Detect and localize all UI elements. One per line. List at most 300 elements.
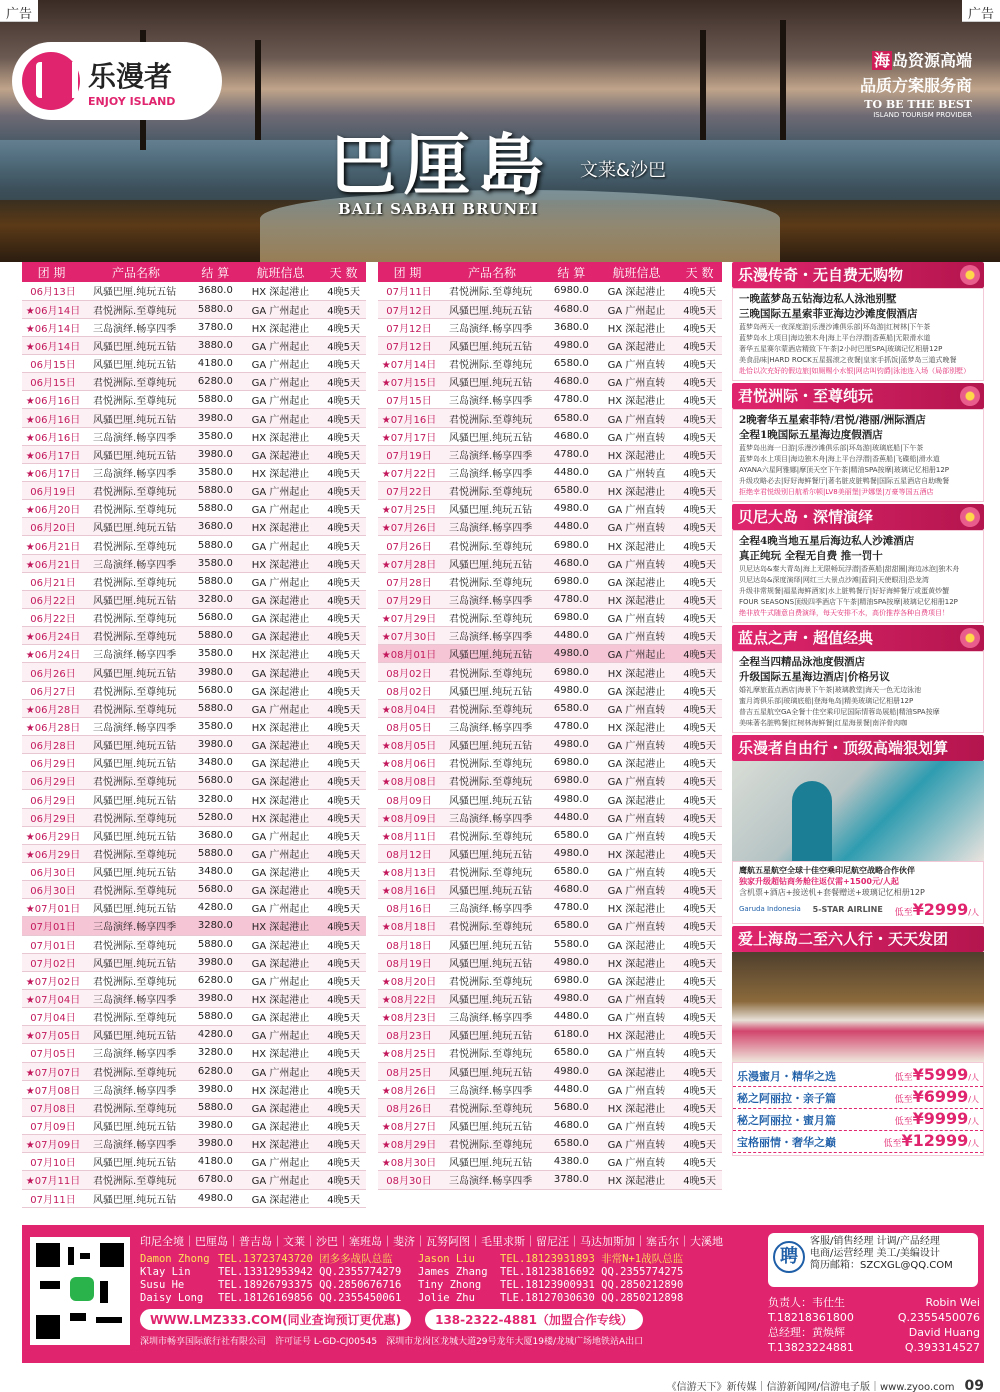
product-name: 风骚巴厘.纯玩五钻 <box>81 1026 191 1044</box>
flight-info: HX 深起港止 <box>596 445 677 463</box>
qr-code[interactable] <box>30 1237 130 1345</box>
detail-line: 美味著名脏鸭餐|红树林海鲜餐|红星海景餐|南洋骨肉咖 <box>739 719 908 727</box>
duration: 4晚5天 <box>677 699 722 717</box>
settlement-price: 4980.0 <box>547 645 596 663</box>
settlement-price: 4980.0 <box>547 336 596 354</box>
departure-date: 08月26日 <box>378 1098 437 1116</box>
departure-date: 06月29日 <box>22 790 81 808</box>
table-row <box>22 536 366 554</box>
table-row <box>378 645 722 663</box>
flight-info: HX 深起港止 <box>240 463 321 481</box>
table-row <box>22 391 366 409</box>
product-name: 君悦洲际.至尊纯玩 <box>437 355 547 373</box>
section-body <box>732 861 984 924</box>
manager-title: 负责人：韦仕生 <box>768 1296 845 1309</box>
col-date: 团 期 <box>378 262 437 282</box>
table-row <box>22 1062 366 1080</box>
product-name: 三岛演绎.畅享四季 <box>437 1171 547 1189</box>
settlement-price: 5880.0 <box>191 500 240 518</box>
hero-title: 巴厘島 <box>330 126 552 204</box>
price-prefix: 低至 <box>883 1139 902 1149</box>
product-name: 君悦洲际.至尊纯玩 <box>81 772 191 790</box>
recruitment-box <box>768 1233 978 1287</box>
settlement-price: 6580.0 <box>547 355 596 373</box>
flight-info: GA 深起港止 <box>240 681 321 699</box>
product-name: 风骚巴厘.纯玩五钻 <box>437 1026 547 1044</box>
product-name: 君悦洲际.至尊纯玩 <box>81 536 191 554</box>
website-link[interactable]: WWW.LMZ333.COM(同业查询预订更优惠) <box>140 1309 411 1330</box>
table-row <box>22 373 366 391</box>
departure-date: ★08月05日 <box>378 736 437 754</box>
destinations-list: 印尼全境｜巴厘岛｜普吉岛｜文莱｜沙巴｜塞班岛｜斐济｜瓦努阿图｜毛里求斯｜留尼汪｜马达加斯加｜塞舌尔｜大溪地 <box>140 1235 723 1248</box>
table-row <box>22 917 366 935</box>
duration: 4晚5天 <box>677 554 722 572</box>
detail-line: AYANA六星阿雅娜|摩顶天空下午茶|精油SPA按摩|玻璃记忆相册12P <box>739 466 949 474</box>
flight-info: GA 深起港止 <box>240 609 321 627</box>
flight-info: GA 广州起止 <box>240 699 321 717</box>
settlement-price: 5880.0 <box>191 300 240 318</box>
flight-info: GA 广州起止 <box>240 391 321 409</box>
settlement-price: 4380.0 <box>547 1153 596 1171</box>
departure-date: ★06月14日 <box>22 336 81 354</box>
departure-date: 06月20日 <box>22 518 81 536</box>
settlement-price: 3580.0 <box>191 717 240 735</box>
settlement-price: 4180.0 <box>191 1153 240 1171</box>
section-title <box>732 625 984 651</box>
company-name: 深圳市畅享国际旅行社有限公司 <box>140 1337 267 1347</box>
departure-date: ★06月17日 <box>22 445 81 463</box>
product-name: 君悦洲际.至尊纯玩 <box>437 863 547 881</box>
slogan-line2: 品质方案服务商 <box>859 76 972 95</box>
flight-info: GA 深起港止 <box>240 881 321 899</box>
table-row <box>378 336 722 354</box>
product-name: 君悦洲际.至尊纯玩 <box>437 826 547 844</box>
table-row <box>22 1116 366 1134</box>
table-row <box>378 355 722 373</box>
flight-info: GA 深起港止 <box>596 790 677 808</box>
table-row <box>22 681 366 699</box>
table-row <box>378 663 722 681</box>
flight-info: GA 广州直转 <box>596 989 677 1007</box>
product-name: 风骚巴厘.纯玩五钻 <box>437 645 547 663</box>
product-name: 君悦洲际.至尊纯玩 <box>81 482 191 500</box>
product-name: 君悦洲际.至尊纯玩 <box>81 1062 191 1080</box>
duration: 4晚5天 <box>677 482 722 500</box>
settlement-price: 6580.0 <box>547 863 596 881</box>
hibiscus-icon <box>960 386 980 406</box>
flight-info: HX 深起港止 <box>596 953 677 971</box>
table-row <box>378 1098 722 1116</box>
table-row <box>22 1098 366 1116</box>
settlement-price: 3980.0 <box>191 409 240 427</box>
duration: 4晚5天 <box>321 482 366 500</box>
note-line: 拒绝幸君悦级别日航希尔顿|LV8美丽堡|尹娜堡|万豪等国五酒店 <box>739 488 934 496</box>
flight-info: GA 深起港止 <box>240 1189 321 1207</box>
duration: 4晚5天 <box>321 609 366 627</box>
schedule-table-left <box>22 262 366 1208</box>
departure-date: 06月22日 <box>22 609 81 627</box>
company-address: 深圳市龙岗区龙城大道29号龙年大厦19楼/龙城广场地铁站A出口 <box>386 1337 644 1347</box>
table-row <box>378 518 722 536</box>
duration: 4晚5天 <box>677 1135 722 1153</box>
flight-info: HX 深起港止 <box>596 318 677 336</box>
feature-line: 全程4晚当地五星后海边私人沙滩酒店 <box>739 535 915 547</box>
product-name: 君悦洲际.至尊纯玩 <box>437 409 547 427</box>
departure-date: ★08月04日 <box>378 699 437 717</box>
product-name: 君悦洲际.至尊纯玩 <box>437 1044 547 1062</box>
table-row <box>22 935 366 953</box>
license-number: 许可证号 L-GD-CJ00545 <box>275 1337 378 1347</box>
flight-info: GA 深起港止 <box>240 1008 321 1026</box>
table-row <box>22 445 366 463</box>
table-row <box>22 463 366 481</box>
price-value: ¥9999 <box>912 1109 969 1128</box>
qr-finder <box>36 1315 60 1339</box>
manager-name-en: David Huang <box>908 1326 980 1339</box>
duration: 4晚5天 <box>321 699 366 717</box>
flight-info: GA 广州直转 <box>596 863 677 881</box>
price-prefix: 低至 <box>894 1073 913 1083</box>
flight-info: GA 广州直转 <box>596 1116 677 1134</box>
departure-date: ★07月16日 <box>378 409 437 427</box>
duration: 4晚5天 <box>321 463 366 481</box>
price-row <box>733 1109 983 1131</box>
section-title <box>732 383 984 409</box>
price-row <box>733 1131 983 1153</box>
duration: 4晚5天 <box>677 1153 722 1171</box>
duration: 4晚5天 <box>321 1008 366 1026</box>
flight-info: HX 深起港止 <box>240 318 321 336</box>
duration: 4晚5天 <box>677 663 722 681</box>
table-row <box>378 572 722 590</box>
flight-info: HX 深起港止 <box>240 518 321 536</box>
table-row <box>22 1153 366 1171</box>
product-name: 风骚巴厘.纯玩五钻 <box>437 1062 547 1080</box>
hotline-link[interactable]: 138-2322-4881（加盟合作专线） <box>425 1309 643 1330</box>
table-row <box>22 1135 366 1153</box>
settlement-price: 4780.0 <box>547 717 596 735</box>
departure-date: 07月26日 <box>378 536 437 554</box>
product-name: 君悦洲际.至尊纯玩 <box>81 971 191 989</box>
table-row <box>378 409 722 427</box>
table-row <box>378 826 722 844</box>
departure-date: ★07月02日 <box>22 971 81 989</box>
product-name: 三岛演绎.畅享四季 <box>81 989 191 1007</box>
table-row <box>22 953 366 971</box>
product-name: 三岛演绎.畅享四季 <box>81 427 191 445</box>
duration: 4晚5天 <box>677 590 722 608</box>
detail-line: FOUR SEASONS顶级四季酒店下午茶|精油SPA按摩|玻璃记忆相册12P <box>739 598 958 606</box>
departure-date: 06月15日 <box>22 373 81 391</box>
hero-title-en: BALI SABAH BRUNEI <box>338 200 539 218</box>
product-name: 风骚巴厘.纯玩五钻 <box>437 844 547 862</box>
table-row <box>22 500 366 518</box>
product-name: 君悦洲际.至尊纯玩 <box>81 808 191 826</box>
table-row <box>22 1008 366 1026</box>
duration: 4晚5天 <box>321 863 366 881</box>
product-name: 君悦洲际.至尊纯玩 <box>81 681 191 699</box>
table-row <box>378 482 722 500</box>
departure-date: 06月27日 <box>22 681 81 699</box>
flight-info: GA 深起港止 <box>596 282 677 300</box>
flight-info: GA 广州起止 <box>596 645 677 663</box>
departure-date: ★07月30日 <box>378 627 437 645</box>
flight-info: GA 广州起止 <box>240 971 321 989</box>
settlement-price: 3980.0 <box>191 1116 240 1134</box>
feature-line: 三晚国际五星索菲亚海边沙滩度假酒店 <box>739 308 918 320</box>
contact-info: TEL.18926793375 QQ.2850676716 <box>218 1279 402 1291</box>
departure-date: ★07月17日 <box>378 427 437 445</box>
price-prefix: 低至 <box>894 1095 913 1105</box>
flight-info: GA 广州直转 <box>596 609 677 627</box>
product-name: 风骚巴厘.纯玩五钻 <box>437 881 547 899</box>
price-unit: /人 <box>968 1117 979 1126</box>
flight-info: HX 深起港止 <box>240 989 321 1007</box>
flight-info: HX 深起港止 <box>596 590 677 608</box>
departure-date: ★06月28日 <box>22 699 81 717</box>
feature-line: 全程1晚国际五星海边度假酒店 <box>739 429 883 441</box>
flight-info: GA 广州起止 <box>240 572 321 590</box>
qr-module <box>80 1253 90 1259</box>
recruit-line: 客服/销售经理 计调/产品经理 <box>810 1236 940 1247</box>
qr-module <box>96 1317 122 1323</box>
flight-info: GA 深起港止 <box>596 935 677 953</box>
table-row <box>378 445 722 463</box>
contact-info: TEL.13312953942 QQ.2355774279 <box>218 1266 402 1278</box>
departure-date: ★06月29日 <box>22 844 81 862</box>
departure-date: ★06月21日 <box>22 536 81 554</box>
flight-info: HX 深起港止 <box>240 790 321 808</box>
duration: 4晚5天 <box>677 318 722 336</box>
package-name: 秘之阿丽拉・亲子篇 <box>737 1092 836 1105</box>
duration: 4晚5天 <box>321 881 366 899</box>
departure-date: ★08月01日 <box>378 645 437 663</box>
product-name: 君悦洲际.至尊纯玩 <box>81 609 191 627</box>
table-row <box>378 318 722 336</box>
departure-date: ★06月21日 <box>22 554 81 572</box>
duration: 4晚5天 <box>677 754 722 772</box>
ad-label-right: 广告 <box>962 0 1000 22</box>
duration: 4晚5天 <box>677 681 722 699</box>
flight-info: GA 广州起止 <box>240 1026 321 1044</box>
table-row <box>22 736 366 754</box>
detail-line: 美食品味|HARD ROCK五星摇滚之夜餐|皇家手抓饭|蓝梦岛三道式晚餐 <box>739 356 957 364</box>
departure-date: ★07月26日 <box>378 518 437 536</box>
departure-date: ★08月20日 <box>378 971 437 989</box>
departure-date: ★08月27日 <box>378 1116 437 1134</box>
settlement-price: 3580.0 <box>191 427 240 445</box>
duration: 4晚5天 <box>321 518 366 536</box>
detail-line: 蓝梦岛两天一夜深度游|乐漫沙滩俱乐部|环岛游|红树林|下午茶 <box>739 323 931 331</box>
flight-info: GA 深起港止 <box>240 863 321 881</box>
duration: 4晚5天 <box>677 627 722 645</box>
flight-info: GA 广州起止 <box>240 844 321 862</box>
product-name: 君悦洲际.至尊纯玩 <box>437 663 547 681</box>
duration: 4晚5天 <box>321 445 366 463</box>
table-row <box>22 808 366 826</box>
duration: 4晚5天 <box>321 844 366 862</box>
company-info <box>140 1334 760 1347</box>
settlement-price: 6580.0 <box>547 409 596 427</box>
settlement-price: 6980.0 <box>547 663 596 681</box>
price-value: ¥5999 <box>912 1065 969 1084</box>
product-name: 君悦洲际.至尊纯玩 <box>437 917 547 935</box>
contact-name: Jason Liu <box>418 1253 475 1265</box>
duration: 4晚5天 <box>321 391 366 409</box>
product-name: 君悦洲际.至尊纯玩 <box>81 500 191 518</box>
product-name: 君悦洲际.至尊纯玩 <box>81 699 191 717</box>
table-row <box>378 1171 722 1189</box>
flight-info: GA 广州直转 <box>596 826 677 844</box>
table-row <box>378 1135 722 1153</box>
duration: 4晚5天 <box>677 445 722 463</box>
product-name: 风骚巴厘.纯玩五钻 <box>81 590 191 608</box>
flight-info: GA 深起港止 <box>240 736 321 754</box>
contact-footer <box>22 1225 984 1363</box>
duration: 4晚5天 <box>321 808 366 826</box>
settlement-price: 4980.0 <box>547 790 596 808</box>
sidebar-promos <box>732 262 984 1156</box>
contact-row <box>140 1279 760 1292</box>
duration: 4晚5天 <box>321 826 366 844</box>
settlement-price: 5680.0 <box>191 772 240 790</box>
duration: 4晚5天 <box>677 1171 722 1189</box>
table-row <box>378 500 722 518</box>
departure-date: 08月09日 <box>378 790 437 808</box>
flight-info: HX 深起港止 <box>596 1098 677 1116</box>
product-name: 君悦洲际.至尊纯玩 <box>81 627 191 645</box>
settlement-price: 3680.0 <box>191 282 240 300</box>
duration: 4晚5天 <box>677 1026 722 1044</box>
product-name: 风骚巴厘.纯玩五钻 <box>437 1153 547 1171</box>
col-days: 天 数 <box>321 262 366 282</box>
product-name: 风骚巴厘.纯玩五钻 <box>437 989 547 1007</box>
settlement-price: 6980.0 <box>547 971 596 989</box>
product-name: 风骚巴厘.纯玩五钻 <box>81 355 191 373</box>
table-row <box>22 754 366 772</box>
departure-date: 08月23日 <box>378 1026 437 1044</box>
departure-date: 07月05日 <box>22 1044 81 1062</box>
contact-info: TEL.13723743720 团多多战队总监 <box>218 1253 393 1265</box>
settlement-price: 6580.0 <box>547 1135 596 1153</box>
table-row <box>378 1080 722 1098</box>
table-row <box>378 881 722 899</box>
duration: 4晚5天 <box>321 590 366 608</box>
settlement-price: 4980.0 <box>547 989 596 1007</box>
product-name: 三岛演绎.畅享四季 <box>437 899 547 917</box>
departure-date: ★06月16日 <box>22 427 81 445</box>
settlement-price: 5880.0 <box>191 482 240 500</box>
flower-bath-photo <box>732 952 984 1062</box>
settlement-price: 4480.0 <box>547 463 596 481</box>
duration: 4晚5天 <box>321 1044 366 1062</box>
flight-info: GA 广州转直 <box>596 463 677 481</box>
settlement-price: 3980.0 <box>191 989 240 1007</box>
section-body <box>732 530 984 623</box>
settlement-price: 3480.0 <box>191 863 240 881</box>
section-title <box>732 262 984 288</box>
product-name: 风骚巴厘.纯玩五钻 <box>81 826 191 844</box>
departure-date: ★06月16日 <box>22 391 81 409</box>
qr-module <box>70 1313 86 1321</box>
slogan-line1: 岛资源高端 <box>891 51 972 70</box>
settlement-price: 6280.0 <box>191 971 240 989</box>
settlement-price: 5680.0 <box>547 1098 596 1116</box>
page-number: 09 <box>964 1378 984 1392</box>
settlement-price: 4680.0 <box>547 881 596 899</box>
duration: 4晚5天 <box>321 282 366 300</box>
flight-info: GA 广州起止 <box>240 355 321 373</box>
departure-date: 07月08日 <box>22 1098 81 1116</box>
departure-date: ★08月18日 <box>378 917 437 935</box>
product-name: 君悦洲际.至尊纯玩 <box>81 1098 191 1116</box>
settlement-price: 6580.0 <box>547 699 596 717</box>
flight-info: GA 广州起止 <box>596 300 677 318</box>
duration: 4晚5天 <box>677 1008 722 1026</box>
duration: 4晚5天 <box>321 1062 366 1080</box>
product-name: 君悦洲际.至尊纯玩 <box>437 1098 547 1116</box>
duration: 4晚5天 <box>677 989 722 1007</box>
duration: 4晚5天 <box>321 355 366 373</box>
qr-module <box>100 1281 108 1303</box>
departure-date: 06月13日 <box>22 282 81 300</box>
publisher-text: 《信游天下》新传媒｜信游新闻网/信游电子版｜www.zyoo.com <box>666 1382 955 1392</box>
settlement-price: 5880.0 <box>191 391 240 409</box>
settlement-price: 4480.0 <box>547 808 596 826</box>
duration: 4晚5天 <box>321 663 366 681</box>
departure-date: 07月11日 <box>22 1189 81 1207</box>
table-row <box>378 790 722 808</box>
settlement-price: 5880.0 <box>191 1098 240 1116</box>
flight-info: GA 广州直转 <box>596 917 677 935</box>
settlement-price: 3580.0 <box>191 554 240 572</box>
col-flight: 航班信息 <box>596 262 677 282</box>
section-body <box>732 288 984 381</box>
duration: 4晚5天 <box>321 1171 366 1189</box>
price-row <box>733 1065 983 1087</box>
flight-info: GA 广州直转 <box>596 736 677 754</box>
departure-date: ★06月16日 <box>22 409 81 427</box>
flight-info: GA 广州起止 <box>240 1062 321 1080</box>
detail-line: 蓝梦岛水上项目|海边独木舟|海上平台浮潜|香蕉船|飞碟船|滑水道 <box>739 455 940 463</box>
col-flight: 航班信息 <box>240 262 321 282</box>
manager-name-en: Robin Wei <box>925 1296 980 1309</box>
settlement-price: 3980.0 <box>191 445 240 463</box>
table-row <box>378 373 722 391</box>
settlement-price: 6580.0 <box>547 1044 596 1062</box>
flight-info: GA 深起港止 <box>596 754 677 772</box>
product-name: 风骚巴厘.纯玩五钻 <box>81 409 191 427</box>
table-row <box>378 554 722 572</box>
package-name: 宝格丽情・奢华之巅 <box>737 1136 836 1149</box>
hero-banner <box>0 0 1000 262</box>
flight-info: HX 深起港止 <box>596 844 677 862</box>
duration: 4晚5天 <box>677 355 722 373</box>
flight-info: GA 广州直转 <box>596 772 677 790</box>
table-row <box>22 482 366 500</box>
contact-info: TEL.18123900931 QQ.2850212890 <box>500 1279 684 1291</box>
table-row <box>378 917 722 935</box>
table-row <box>378 463 722 481</box>
section-title <box>732 926 984 952</box>
product-name: 风骚巴厘.纯玩五钻 <box>81 790 191 808</box>
brand-logo-icon <box>22 52 80 110</box>
product-name: 三岛演绎.畅享四季 <box>81 1044 191 1062</box>
settlement-price: 6980.0 <box>547 772 596 790</box>
hibiscus-icon <box>960 628 980 648</box>
duration: 4晚5天 <box>677 899 722 917</box>
departure-date: ★08月30日 <box>378 1153 437 1171</box>
